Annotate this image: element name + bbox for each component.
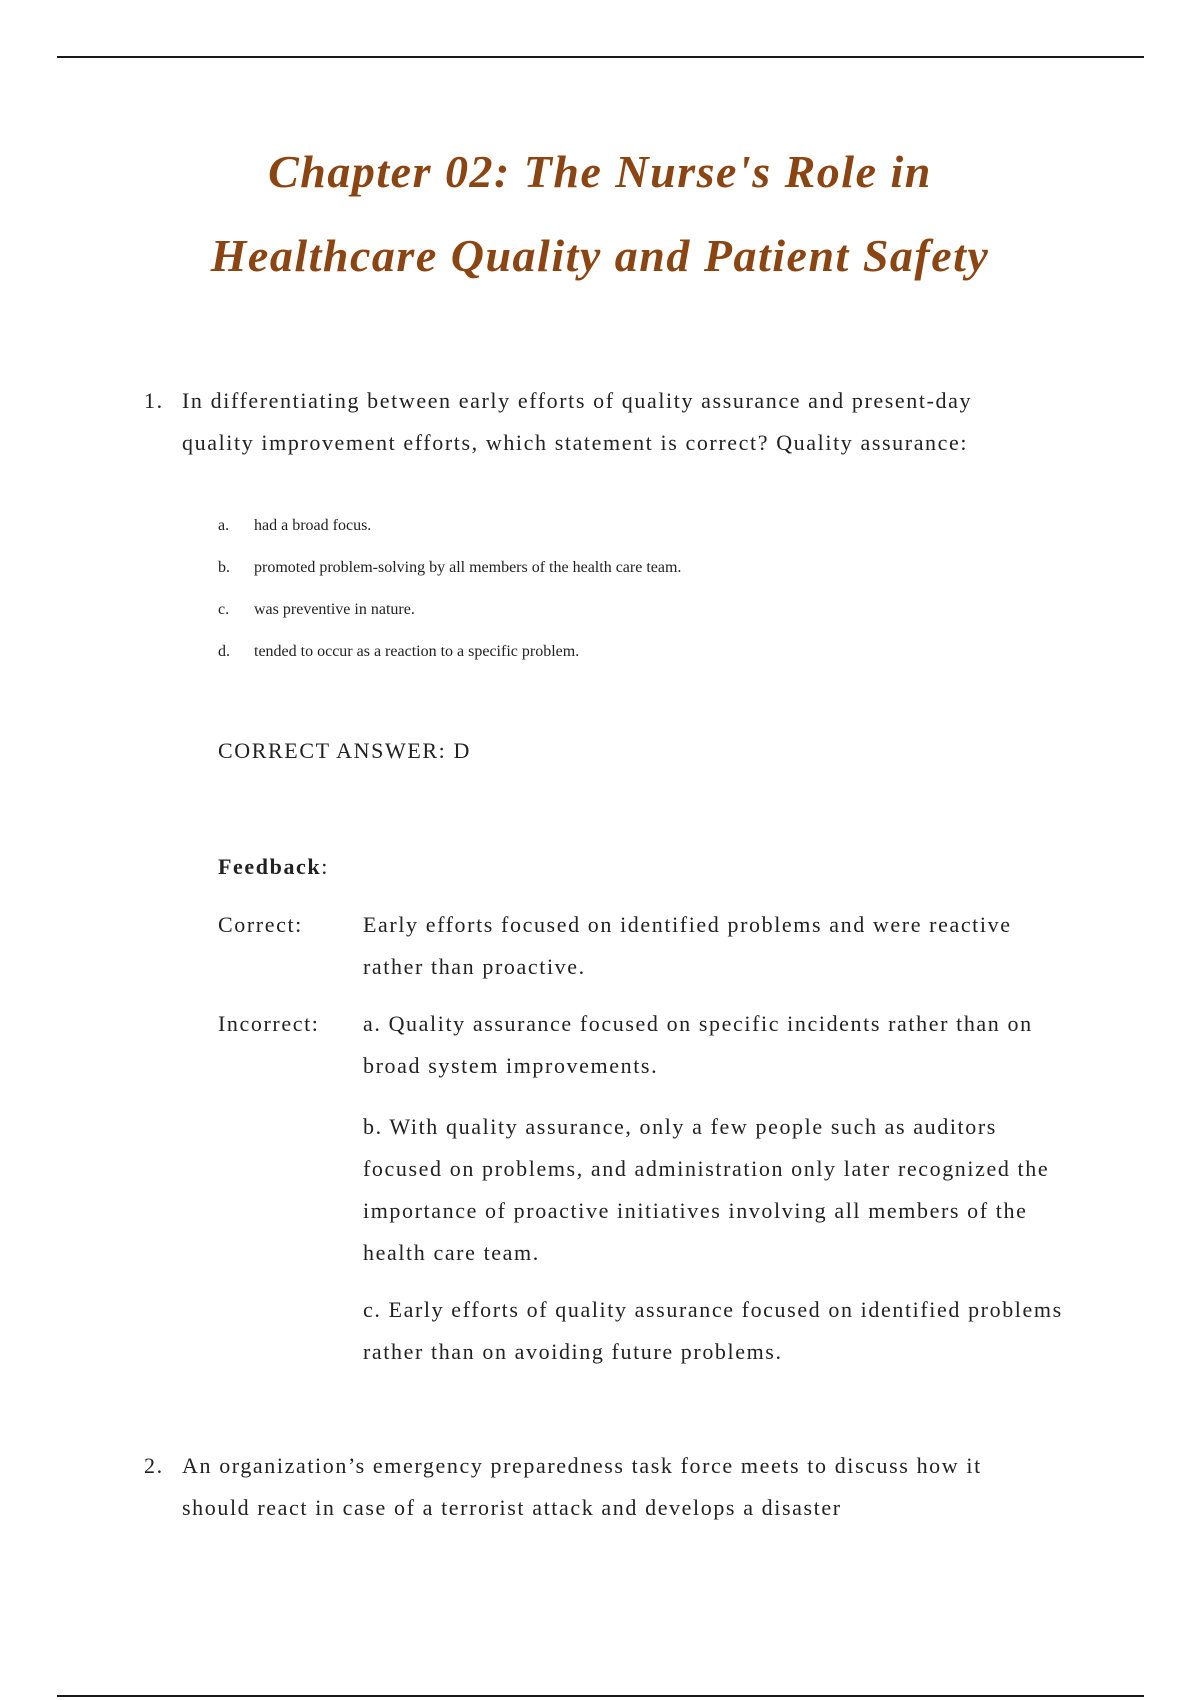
option-c bbox=[218, 589, 1098, 631]
option-letter: a. bbox=[218, 517, 230, 534]
option-letter: d. bbox=[218, 643, 230, 660]
feedback-incorrect-label: Incorrect: bbox=[218, 1011, 320, 1036]
question-number: 1. bbox=[144, 388, 164, 413]
answer-options bbox=[218, 505, 1098, 673]
option-a bbox=[218, 505, 1098, 547]
feedback-heading-label: Feedback bbox=[218, 854, 322, 879]
option-letter: c. bbox=[218, 601, 230, 618]
question-stem: An organization’s emergency preparedness task force meets to discuss how it should react in case of a terrorist attack and develops a disaster bbox=[182, 1453, 982, 1520]
top-rule bbox=[57, 56, 1144, 58]
feedback-correct-label: Correct: bbox=[218, 912, 303, 937]
feedback-heading-colon: : bbox=[321, 854, 329, 879]
title-line-2: Healthcare Quality and Patient Safety bbox=[210, 230, 990, 281]
bottom-rule bbox=[57, 1695, 1144, 1697]
title-line-1: Chapter 02: The Nurse's Role in bbox=[268, 146, 932, 197]
correct-answer: CORRECT ANSWER: D bbox=[218, 738, 471, 763]
feedback-incorrect-a: a. Quality assurance focused on specific incidents rather than on broad system improvements. bbox=[363, 1011, 1033, 1078]
page-title bbox=[0, 130, 1200, 298]
question-number: 2. bbox=[144, 1453, 164, 1478]
feedback-heading bbox=[218, 846, 329, 888]
option-letter: b. bbox=[218, 559, 230, 576]
option-b bbox=[218, 547, 1098, 589]
option-text: tended to occur as a reaction to a specific problem. bbox=[254, 643, 580, 660]
option-d bbox=[218, 631, 1098, 673]
feedback-incorrect-c: c. Early efforts of quality assurance focused on identified problems rather than on avoiding future problems. bbox=[363, 1297, 1063, 1364]
option-text: was preventive in nature. bbox=[254, 601, 415, 618]
question-stem: In differentiating between early efforts of quality assurance and present-day quality improvement efforts, which statement is correct? Quality assurance: bbox=[182, 388, 973, 455]
feedback-incorrect-b: b. With quality assurance, only a few people such as auditors focused on problems, and administration only later recognized the importance of proactive initiatives involving all members of the health care team. bbox=[363, 1114, 1050, 1265]
feedback-correct-text: Early efforts focused on identified problems and were reactive rather than proactive. bbox=[363, 912, 1012, 979]
option-text: promoted problem-solving by all members of the health care team. bbox=[254, 559, 682, 576]
option-text: had a broad focus. bbox=[254, 517, 372, 534]
